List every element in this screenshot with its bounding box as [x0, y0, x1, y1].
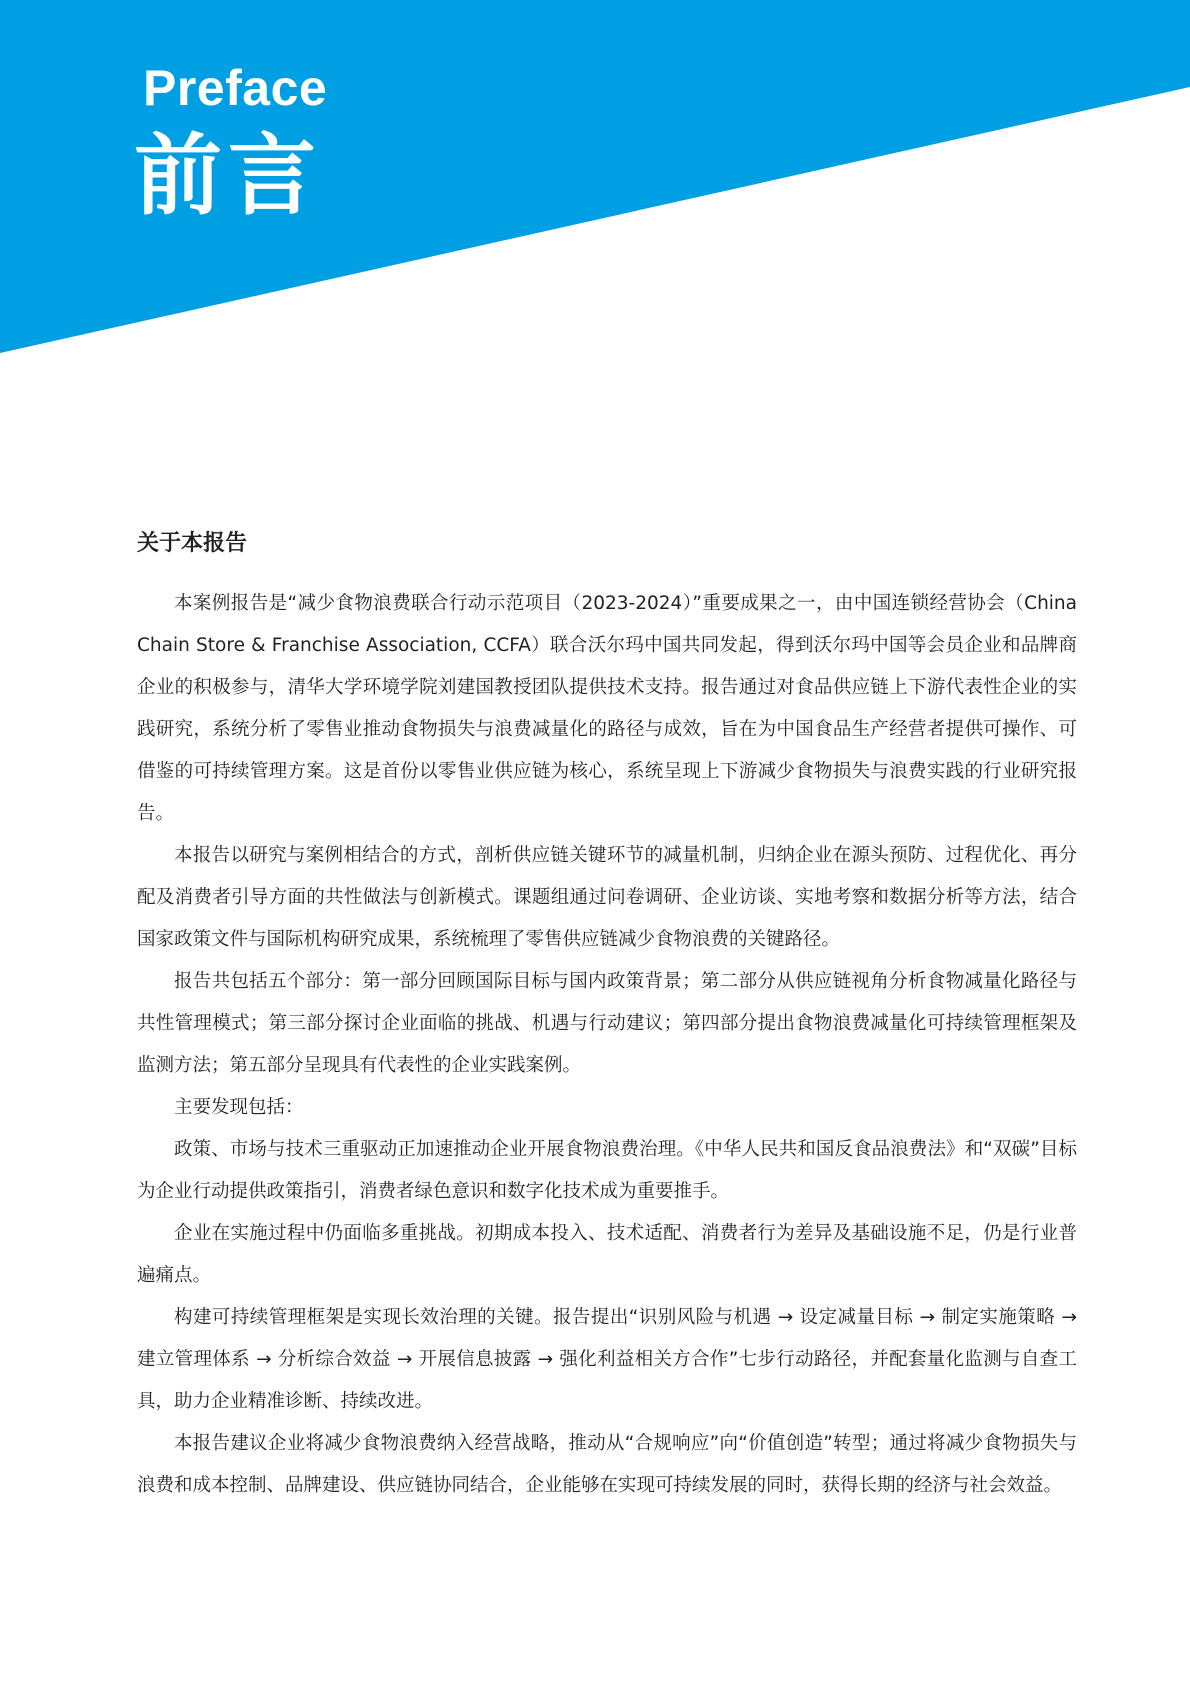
page-title-english: Preface — [143, 60, 328, 116]
section-heading: 关于本报告 — [137, 531, 248, 556]
page-title-chinese: 前言 — [134, 124, 323, 227]
paragraph: 本报告建议企业将减少食物浪费纳入经营战略，推动从“合规响应”向“价值创造”转型；通过将减少食物损失与浪费和成本控制、品牌建设、供应链协同结合，企业能够在实现可持续发展的同时，获得长期的经济与社会效益。 — [137, 1433, 1077, 1496]
paragraph: 主要发现包括： — [174, 1097, 304, 1118]
paragraph: 报告共包括五个部分：第一部分回顾国际目标与国内政策背景；第二部分从供应链视角分析食物减量化路径与共性管理模式；第三部分探讨企业面临的挑战、机遇与行动建议；第四部分提出食物浪费减量化可持续管理框架及监测方法；第五部分呈现具有代表性的企业实践案例。 — [137, 971, 1077, 1076]
paragraph: 构建可持续管理框架是实现长效治理的关键。报告提出“识别风险与机遇 → 设定减量目标 → 制定实施策略 → 建立管理体系 → 分析综合效益 → 开展信息披露 → 强化利益相关方合作”七步行动路径，并配套量化监测与自查工具，助力企业精准诊断、持续改进。 — [137, 1307, 1077, 1412]
main-content — [137, 528, 1077, 1507]
paragraph: 本案例报告是“减少食物浪费联合行动示范项目（2023-2024）”重要成果之一，由中国连锁经营协会（China Chain Store & Franchise Association, CCFA）联合沃尔玛中国共同发起，得到沃尔玛中国等会员企业和品牌商企业的积极参与，清华大学环境学院刘建国教授团队提供技术支持。报告通过对食品供应链上下游代表性企业的实践研究，系统分析了零售业推动食物损失与浪费减量化的路径与成效，旨在为中国食品生产经营者提供可操作、可借鉴的可持续管理方案。这是首份以零售业供应链为核心，系统呈现上下游减少食物损失与浪费实践的行业研究报告。 — [137, 593, 1077, 824]
body-text — [137, 583, 1077, 1507]
paragraph: 企业在实施过程中仍面临多重挑战。初期成本投入、技术适配、消费者行为差异及基础设施不足，仍是行业普遍痛点。 — [137, 1223, 1077, 1286]
paragraph: 本报告以研究与案例相结合的方式，剖析供应链关键环节的减量机制，归纳企业在源头预防、过程优化、再分配及消费者引导方面的共性做法与创新模式。课题组通过问卷调研、企业访谈、实地考察和数据分析等方法，结合国家政策文件与国际机构研究成果，系统梳理了零售供应链减少食物浪费的关键路径。 — [137, 845, 1077, 950]
paragraph: 政策、市场与技术三重驱动正加速推动企业开展食物浪费治理。《中华人民共和国反食品浪费法》和“双碳”目标为企业行动提供政策指引，消费者绿色意识和数字化技术成为重要推手。 — [137, 1139, 1077, 1202]
